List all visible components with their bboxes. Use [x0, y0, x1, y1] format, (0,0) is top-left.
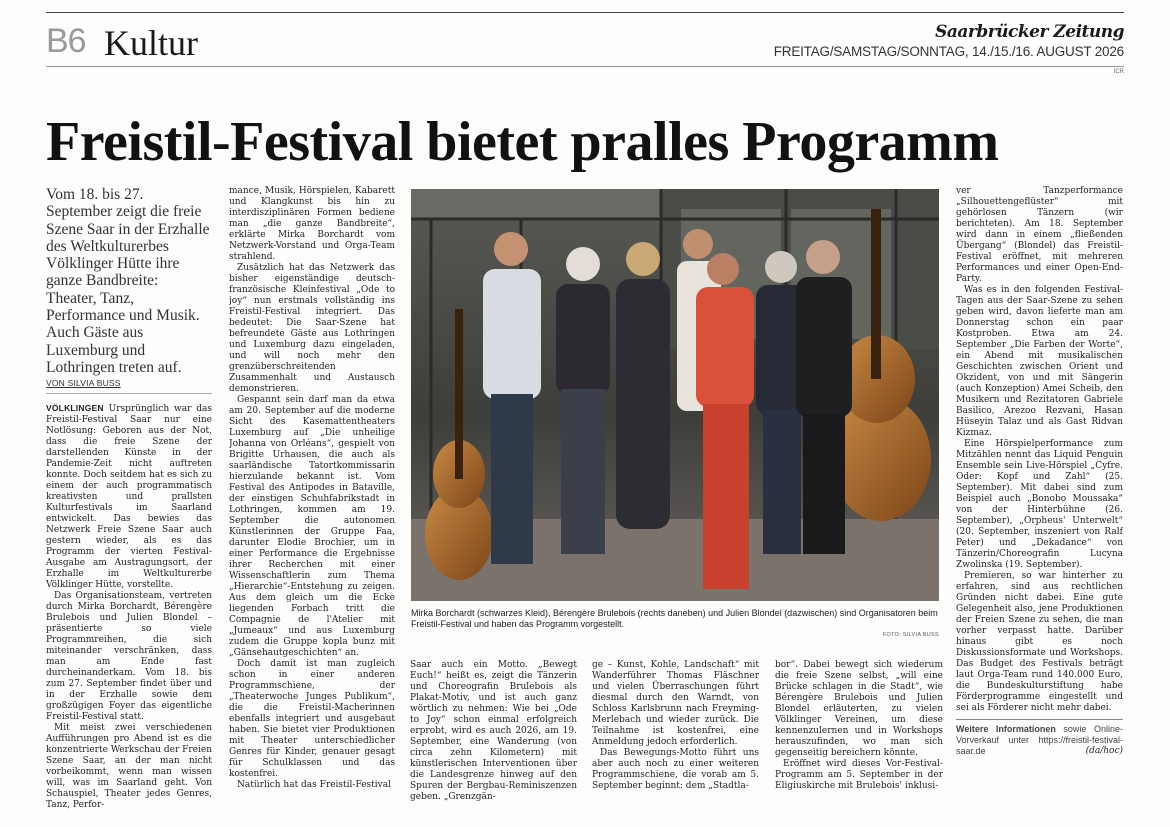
body-paragraph: Das Bewegungs-Motto führt uns aber auch noch zu einer weiteren Programmschiene, die vorab am 5. September beginnt: dem „Stadtla-	[592, 748, 759, 791]
author-byline: VON SILVIA BUSS	[46, 378, 121, 388]
body-paragraph: Das Organisationsteam, vertreten durch Mirka Borchardt, Bérengère Brulebois und Julien Blondel – präsentierte so viele Programmreihen, die sich miteinander verschränken, dass man am Ende fast durcheinanderkam. Vom 18. bis zum 27. September findet über und in der Erzhalle sowie dem großzügigen Foyer das eigentliche Freistil-Festival statt.	[46, 591, 212, 722]
body-paragraph: Eine Hörspielperformance zum Mitzählen nennt das Liquid Penguin Ensemble sein Live-Hörspiel „Cyfre. Oder: Kopf und Zahl“ (25. September). Mit dabei sind zum Beispiel auch „Bonobo Moussaka“ von der Hinterbühne (26. September), „Orpheus' Unterwelt“ (20. September, inszeniert von Ralf Peter) und „Dekadance“ von Tänzerin/Choreografin Lucyna Zwolinska (19. September).	[956, 439, 1123, 570]
body-paragraph: Premieren, so war hinterher zu erfahren, sind aus rechtlichen Gründen nicht dabei. Eine gute Gelegenheit also, jene Produktionen der Freien Szene zu sehen, die man vorher verpasst hatte. Darüber hinaus gibt es noch Diskussionsformate und Workshops. Das Budget des Festivals beträgt laut Orga-Team rund 140.000 Euro, die Bundeskulturstiftung habe Förderprogramme eingestellt und sei als Förderer nicht mehr dabei.	[956, 571, 1123, 713]
body-paragraph: ver Tanzperformance „Silhouettengeflüster“ mit gehörlosen Tänzern (wir berichteten). Am 18. September wird dann in einem „fließenden Übergang“ (Blondel) das Freistil-Festival eröffnet, mit mehreren Performances und einer Open-End-Party.	[956, 186, 1123, 284]
body-paragraph: Natürlich hat das Freistil-Festival	[237, 780, 391, 790]
body-paragraph: VÖLKLINGEN Ursprünglich war das Freistil-Festival Saar nur eine Notlösung: Geboren aus der Not, dass die freie Szene der darstellenden Künste in der Pandemie-Zeit nicht auftreten konnte. Doch seitdem hat es sich zu einem der auch programmatisch kreativsten und prallsten Kulturfestivals im Saarland entwickelt. Das bewies das Netzwerk Freie Szene Saar auch gestern wieder, als es das Programm der vierten Festival-Ausgabe am Austragungsort, der Erzhalle im Weltkulturerbe Völklinger Hütte, vorstellte.	[46, 403, 212, 590]
issue-date: FREITAG/SAMSTAG/SONNTAG, 14./15./16. AUGUST 2026	[773, 44, 1124, 59]
section-title: Kultur	[104, 23, 198, 63]
byline-rule	[46, 393, 212, 394]
author-signature: (da/hoc)	[1085, 746, 1123, 756]
body-paragraph: Doch damit ist man zugleich schon in einer anderen Programmschiene, der „Theaterwoche Junges Publikum“, die die Freistil-Macherinnen ebenfalls integriert und ausgebaut haben. Sie bietet vier Produktionen mit Theater unterschiedlicher Genres für Kinder, genauer gesagt für Schulklassen und das kostenfrei.	[229, 659, 395, 779]
top-rule	[46, 12, 1124, 13]
group-photo	[411, 189, 939, 601]
info-separator	[956, 719, 1123, 720]
body-paragraph: ge – Kunst, Kohle, Landschaft“ mit Wanderführer Thomas Fläschner und vielen Überraschungen führt diesmal durch den Warndt, von Schloss Karlsbrunn nach Freyming-Merlebach und wieder zurück. Die Teilnahme ist kostenfrei, eine Anmeldung jedoch erforderlich.	[592, 660, 759, 747]
lead-paragraph: Vom 18. bis 27. September zeigt die freie Szene Saar in der Erzhalle des Weltkulturerbes Völklinger Hütte ihre ganze Bandbreite: Theater, Tanz, Performance und Musik. Auch Gäste aus Luxemburg und Lothringen treten auf.	[46, 186, 210, 376]
info-label: Weitere Informationen	[956, 724, 1056, 734]
headline: Freistil-Festival bietet pralles Programm	[46, 111, 999, 173]
page-number: B6	[46, 22, 86, 60]
article-column-4	[592, 660, 759, 816]
body-paragraph: mance, Musik, Hörspielen, Kabarett und Klangkunst bis hin zu interdisziplinären Formen bediene man „die ganze Bandbreite“, erklärte Mirka Borchardt vom Netzwerk-Vorstand und Orga-Team strahlend.	[229, 186, 395, 262]
page-code: ICR	[1113, 69, 1124, 75]
body-paragraph: Zusätzlich hat das Netzwerk das bisher eigenständige deutsch-französische Kleinfestival „Ode to joy“ nun erstmals vollständig ins Freistil-Festival integriert. Das bedeutet: Die Saar-Szene hat befreundete Gäste aus Lothringen und Luxemburg dazu eingeladen, und will noch mehr den grenzüberschreitenden Zusammenhalt und Austausch demonstrieren.	[229, 263, 395, 394]
photo-caption: Mirka Borchardt (schwarzes Kleid), Bérengère Brulebois (rechts daneben) und Julien Blondel (dazwischen) sind Organisatoren beim Freistil-Festival und haben das Programm vorgestellt.	[411, 608, 938, 629]
photo-credit: FOTO: SILVIA BUSS	[882, 632, 939, 638]
body-paragraph: Was es in den folgenden Festival-Tagen aus der Saar-Szene zu sehen geben wird, davon lieferte man am Donnerstag schon ein paar Kostproben. Etwa am 24. September „Die Farben der Worte“, ein Abend mit musikalischen Geschichten zwischen Orient und Okzident, von und mit Sängerin (auch Konzeption) Amei Scheib, den Musikern und Rezitatoren Gabriele Basilico, Arezoo Rezvani, Hasan Hüseyin Talaz und als Gast Ridvan Kizmaz.	[956, 285, 1123, 438]
article-column-6	[956, 186, 1123, 816]
masthead	[46, 22, 1124, 66]
newspaper-logo: Saarbrücker Zeitung	[935, 22, 1124, 42]
body-paragraph: Mit meist zwei verschiedenen Aufführungen pro Abend ist es die konzentrierte Werkschau der Freien Szene Saar, an der man nicht vorbeikommt, wenn man wissen will, was im Saarland geht. Von Schauspiel, Theater jedes Genres, Tanz, Perfor-	[46, 723, 212, 810]
dateline: VÖLKLINGEN	[46, 403, 104, 413]
article-column-2	[229, 186, 395, 816]
body-paragraph: Eröffnet wird dieses Vor-Festival-Programm am 5. September in der Eligiuskirche mit Brulebois' inklusi-	[775, 759, 943, 791]
masthead-rule	[46, 66, 1124, 67]
body-paragraph: bor“. Dabei bewegt sich wiederum die freie Szene selbst, „will eine Brücke schlagen in die Stadt“, wie Bérengère Brulebois und Julien Blondel erläuterten, zu vielen Völklinger Vereinen, um diese kennenzulernen und in Workshops herauszufinden, wo man sich gegenseitig bereichern könnte.	[775, 660, 943, 758]
body-paragraph: Saar auch ein Motto. „Bewegt Euch!“ heißt es, zeigt die Tänzerin und Choreografin Brulebois als Plakat-Motiv, und ist auch ganz wörtlich zu nehmen: Wie bei „Ode to Joy“ schon einmal erfolgreich erprobt, wird es auch 2026, am 19. September, eine Wanderung (von circa zehn Kilometern) mit künstlerischen Interventionen über die Landesgrenze hinweg auf den Spuren der Bergbau-Reminiszenzen geben. „Grenzgän-	[410, 660, 577, 802]
article-column-5	[775, 660, 943, 816]
article-column-3	[410, 660, 577, 816]
body-paragraph: Gespannt sein darf man da etwa am 20. September auf die moderne Sicht des Kasemattentheaters Luxemburg auf „Die unheilige Johanna von Orléans“, gespielt von Brigitte Urhausen, die auch als saarländische Tatortkommissarin hierzulande bekannt ist. Vom Festival des Antipodes in Bataville, der einstigen Schuhfabrikstadt in Lothringen, kommen am 19. September die autonomen Künstlerinnen der Gruppe Faa, darunter Elodie Brochier, um in einer Performance die Ergebnisse ihrer Recherchen mit einer Wissenschaftlerin zum Thema „Hierarchie“-Entstehung zu zeigen. Aus dem gleich um die Ecke liegenden Forbach tritt die Compagnie de l'Atelier mit „Jumeaux“ und aus Luxemburg zudem die Gruppe kopla bunz mit „Gänsehautgeschichten“ an.	[229, 395, 395, 658]
info-text: sowie Online-Vorverkauf unter https://freistil-festival-saar.de	[956, 724, 1123, 756]
article-column-1	[46, 403, 212, 815]
